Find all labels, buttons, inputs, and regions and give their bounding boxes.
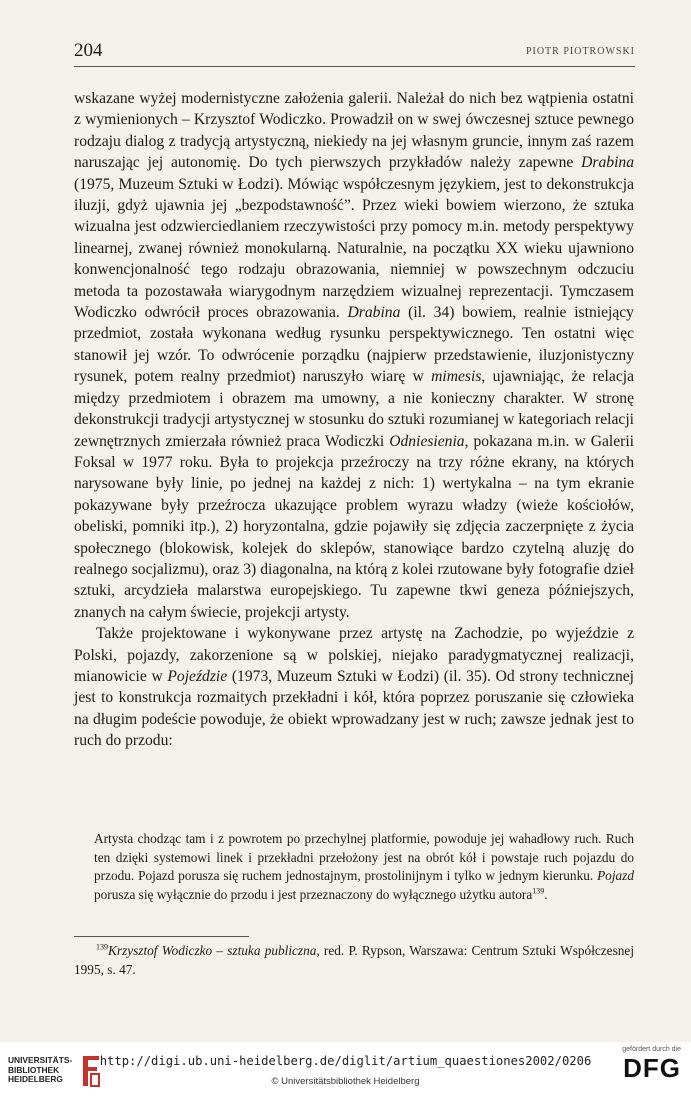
library-logo-text: UNIVERSITÄTS- BIBLIOTHEK HEIDELBERG (8, 1055, 73, 1085)
block-quote: Artysta chodząc tam i z powrotem po przechylnej platformie, powoduje jej wahadłowy ruch. Ruch ten dzięki systemowi linek i przekładni przełożony jest na obrót kół i powstaje ruch pojazdu do przodu. Pojazd porusza się ruchem jednostajnym, prostolinijnym i tylko w jednym kierunku. Pojazd porusza się wyłącznie do przodu i jest przeznaczony do wyłącznego użytku autora$^{139}$. (94, 831, 634, 902)
page-number: 204 (74, 40, 103, 61)
italic-title: Pojeździe (167, 667, 228, 685)
header-rule (74, 66, 635, 67)
footnote-ref: 139 (532, 886, 545, 896)
copyright-notice: © Universitätsbibliothek Heidelberg (271, 1076, 420, 1087)
footnote-title: Krzysztof Wodiczko – sztuka publiczna (108, 943, 317, 958)
footnote-rule (74, 936, 249, 937)
dfg-logo (622, 1046, 681, 1083)
paragraph-2: Także projektowane i wykonywane przez artystę na Zachodzie, po wyjeździe z Polski, pojazdy, zakorzenione są w polskiej, niejako paradygmatycznej realizacji, mianowicie w Pojeździe (1973, Muzeum Sztuki w Łodzi) (il. 35). Od strony technicznej jest to konstrukcja rozmaitych przekładni i kół, która poprzez poruszanie się człowieka na długim podeście powoduje, że obiekt wprowadzany jest w ruch; zawsze jednak jest to ruch do przodu: (74, 625, 634, 750)
running-header-author: PIOTR PIOTROWSKI (525, 46, 635, 57)
italic-title: Drabina (347, 304, 401, 322)
paragraph-1: wskazane wyżej modernistyczne założenia galerii. Należał do nich bez wątpienia ostatni z wymienionych – Krzysztof Wodiczko. Prowadził on w swej ówczesnej sztuce pewnego rodzaju dialog z tradycją artystyczną, niekiedy na jej własnym gruncie, innym zaś razem naruszając jej autonomię. Do tych pierwszych przykładów należy zapewne Drabina (1975, Muzeum Sztuki w Łodzi). Mówiąc współczesnym językiem, jest to dekonstrukcja iluzji, gdyż ujawnia jej „bezpodstawność”. Przez wieki bowiem wierzono, że sztuka wizualna jest odzwierciedlaniem rzeczywistości przy pomocy m.in. metody perspektywy linearnej, zwanej również monokularną. Naturalnie, na początku XX wieku ujawniono konwencjonalność tego rodzaju obrazowania, niemniej w powszechnym odczuciu metoda ta pozostawała wiarygodnym narzędziem wizualnej reprezentacji. Tymczasem Wodiczko odwrócił proces obrazowania. Drabina (il. 34) bowiem, realnie istniejący przedmiot, została wykonana według rysunku perspektywicznego. Ten ostatni więc stanowił jej wzór. To odwrócenie porządku (najpierw przedstawienie, iluzjonistyczny rysunek, potem realny przedmiot) naruszyło wiarę w mimesis, ujawniając, że relacja między przedmiotem i obrazem ma umowny, a nie konieczny charakter. W stronę dekonstrukcji tradycji artystycznej w stosunku do sztuki rozumianej w kategoriach relacji zewnętrznych zmierzała również praca Wodiczki Odniesienia, pokazana m.in. w Galerii Foksal w 1977 roku. Była to projekcja przeźroczy na trzy różne ekrany, na których narysowane były linie, po jednej na każdej z nich: 1) wertykalna – na tym ekranie pokazywane były przeźrocza ukazujące problem wyrazu władzy (wieże kościołów, obeliski, pomniki itp.), 2) horyzontalna, gdzie pojawiły się zdjęcia zaczerpnięte z życia społecznego (blokowisk, kolejek do sklepów, stanowiące bardzo czytelną aluzję do realnego socjalizmu), oraz 3) diagonalna, na którą z kolei rzutowane były fotografie dzieł sztuki, arcydzieła malarstwa europejskiego. Tu zapewne tkwi geneza późniejszych, znanych na całym świecie, projekcji artysty. (74, 90, 634, 621)
dfg-logo-text: DFG (623, 1053, 681, 1083)
italic-title: Drabina (581, 154, 634, 172)
italic-title: Pojazd (597, 868, 634, 884)
main-text (74, 88, 634, 752)
italic-term: mimesis (431, 368, 482, 386)
dfg-funding-text: gefördert durch die (622, 1046, 681, 1053)
digitization-footer (0, 1042, 691, 1098)
italic-title: Odniesienia (389, 432, 465, 450)
footnote: $^{139}$Krzysztof Wodiczko – sztuka publiczna, red. P. Rypson, Warszawa: Centrum Sztuki Współczesnej 1995, s. 47. (74, 942, 635, 977)
footnote-number: 139 (96, 942, 108, 952)
source-url-link[interactable]: http://digi.ub.uni-heidelberg.de/diglit/artium_quaestiones2002/0206 (99, 1054, 592, 1068)
